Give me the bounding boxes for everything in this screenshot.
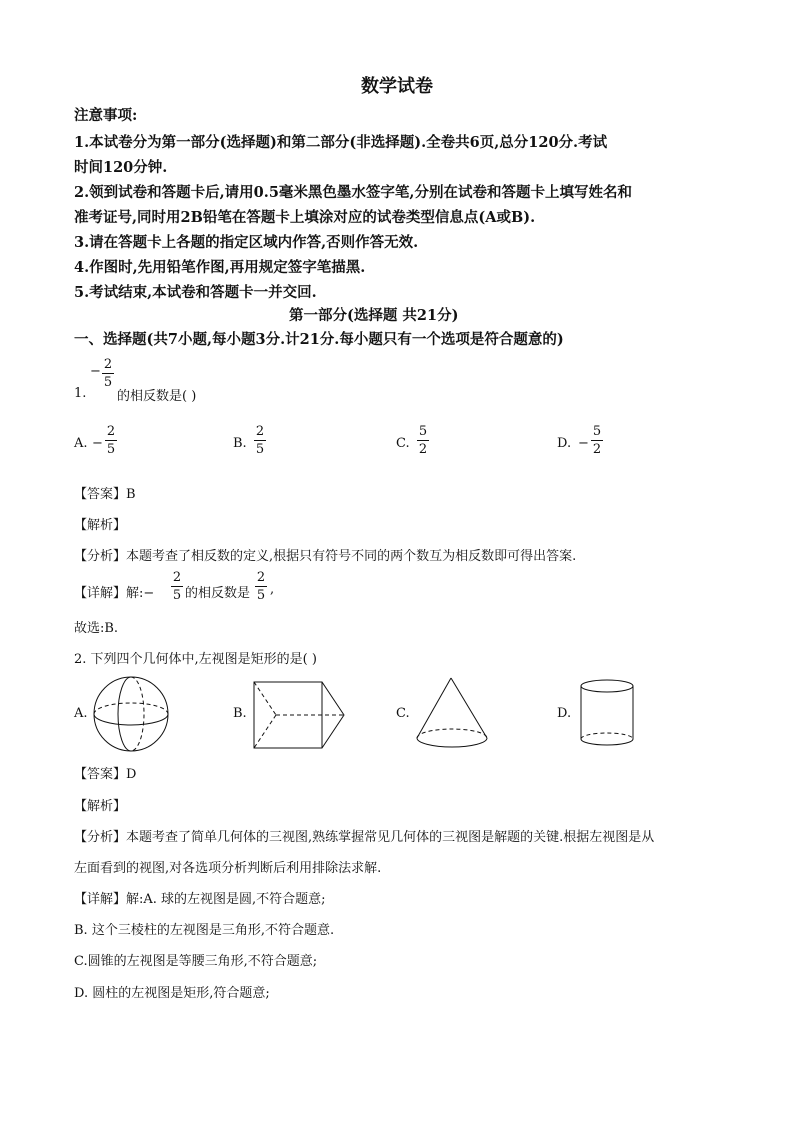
q1-option-b-den: 5 <box>255 442 265 457</box>
notice-line-7: 5.考试结束,本试卷和答题卡一并交回. <box>74 284 317 301</box>
q1-option-a-num: 2 <box>106 424 116 439</box>
q2-analysis-label: 【解析】 <box>74 799 127 814</box>
q2-detail-c: C.圆锥的左视图是等腰三角形,不符合题意; <box>74 954 318 969</box>
cylinder-icon <box>578 677 638 749</box>
q1-frac-denominator: 5 <box>103 375 113 390</box>
q1-detail-fraction-1 <box>171 570 183 603</box>
q1-answer-label: 【答案】 <box>74 487 127 502</box>
notice-line-3: 2.领到试卷和答题卡后,请用0.5毫米黑色墨水签字笔,分别在试卷和答题卡上填写姓名和 <box>74 184 632 201</box>
q1-option-b-label: B. <box>233 436 247 451</box>
q1-detail-minus: − <box>143 586 155 601</box>
notice-line-1: 1.本试卷分为第一部分(选择题)和第二部分(非选择题).全卷共6页,总分120分.考试 <box>74 134 608 151</box>
q1-choice: 故选:B. <box>74 621 119 636</box>
q1-detail-end: , <box>270 582 275 597</box>
q1-option-a-bar <box>105 440 117 441</box>
q1-detail-label: 【详解】 <box>74 586 127 601</box>
q2-detail-label: 【详解】 <box>74 892 127 907</box>
q1-option-a-sign: − <box>92 436 103 451</box>
q1-option-c-num: 5 <box>418 424 428 439</box>
q1-detail-den-2: 5 <box>256 588 266 603</box>
q1-detail-den-1: 5 <box>172 588 182 603</box>
q2-option-a-label: A. <box>74 706 88 721</box>
q2-option-c-label: C. <box>396 706 410 721</box>
notice-line-2: 时间120分钟. <box>74 159 168 176</box>
q2-fenxi-line-2: 左面看到的视图,对各选项分析判断后利用排除法求解. <box>74 861 382 876</box>
q2-detail-a <box>74 888 326 907</box>
q1-option-d-fraction <box>591 424 603 457</box>
q1-detail-fraction-2 <box>255 570 267 603</box>
q1-option-c-fraction <box>417 424 429 457</box>
q1-option-d-num: 5 <box>592 424 602 439</box>
q1-option-d-label: D. <box>557 436 572 451</box>
q1-option-d-bar <box>591 440 603 441</box>
q1-minus-sign: − <box>90 364 101 379</box>
q2-detail-a-text: 解:A. 球的左视图是圆,不符合题意; <box>126 892 326 907</box>
q1-stem-text: 的相反数是( ) <box>117 389 197 404</box>
q1-fenxi-label: 【分析】 <box>74 549 127 564</box>
q1-option-a-den: 5 <box>106 442 116 457</box>
notice-heading: 注意事项: <box>74 107 138 124</box>
q1-detail-head <box>74 582 154 601</box>
q2-stem: 2. 下列四个几何体中,左视图是矩形的是( ) <box>74 652 317 667</box>
q2-fenxi-text-1: 本题考查了简单几何体的三视图,熟练掌握常见几何体的三视图是解题的关键.根据左视图是从 <box>126 830 655 845</box>
sphere-icon <box>90 672 174 756</box>
q1-option-c-bar <box>417 440 429 441</box>
q1-detail-mid: 的相反数是 <box>185 586 251 601</box>
page-title: 数学试卷 <box>361 76 433 97</box>
q1-number: 1. <box>74 386 87 401</box>
q2-detail-d: D. 圆柱的左视图是矩形,符合题意; <box>74 986 270 1001</box>
q1-detail-num-1: 2 <box>172 570 182 585</box>
part1-heading: 第一部分(选择题 共21分) <box>289 307 459 324</box>
q1-option-b-bar <box>254 440 266 441</box>
q1-option-a-label: A. <box>74 436 88 451</box>
q1-option-d-den: 2 <box>592 442 602 457</box>
q1-analysis-label: 【解析】 <box>74 518 127 533</box>
q2-answer-label: 【答案】 <box>74 767 127 782</box>
q1-fenxi <box>74 545 576 564</box>
q1-fraction <box>102 357 114 390</box>
q1-frac-bar <box>102 373 114 374</box>
q1-detail-prefix: 解: <box>126 586 144 601</box>
q2-fenxi-label: 【分析】 <box>74 830 127 845</box>
cone-icon <box>413 674 493 754</box>
q2-option-d-label: D. <box>557 706 572 721</box>
q2-detail-b: B. 这个三棱柱的左视图是三角形,不符合题意. <box>74 923 335 938</box>
q1-detail-bar-2 <box>255 586 267 587</box>
notice-line-5: 3.请在答题卡上各题的指定区域内作答,否则作答无效. <box>74 234 419 251</box>
notice-line-4: 准考证号,同时用2B铅笔在答题卡上填涂对应的试卷类型信息点(A或B). <box>74 209 536 226</box>
q1-detail-bar-1 <box>171 586 183 587</box>
q1-option-b-num: 2 <box>255 424 265 439</box>
notice-line-6: 4.作图时,先用铅笔作图,再用规定签字笔描黑. <box>74 259 366 276</box>
q1-fenxi-text: 本题考查了相反数的定义,根据只有符号不同的两个数互为相反数即可得出答案. <box>126 549 577 564</box>
q1-option-c-label: C. <box>396 436 410 451</box>
q2-fenxi-line-1 <box>74 826 654 845</box>
section1-heading: 一、选择题(共7小题,每小题3分.计21分.每小题只有一个选项是符合题意的) <box>74 331 564 348</box>
q1-option-b-fraction <box>254 424 266 457</box>
q2-answer-value: D <box>126 767 137 782</box>
q2-answer <box>74 763 136 782</box>
q1-option-a-fraction <box>105 424 117 457</box>
q1-option-c-den: 2 <box>418 442 428 457</box>
q1-answer-value: B <box>126 487 136 502</box>
q1-option-d-sign: − <box>578 436 589 451</box>
q1-frac-numerator: 2 <box>103 357 113 372</box>
q1-answer <box>74 483 136 502</box>
q1-detail-num-2: 2 <box>256 570 266 585</box>
q2-option-b-label: B. <box>233 706 247 721</box>
triangular-prism-icon <box>250 678 348 750</box>
